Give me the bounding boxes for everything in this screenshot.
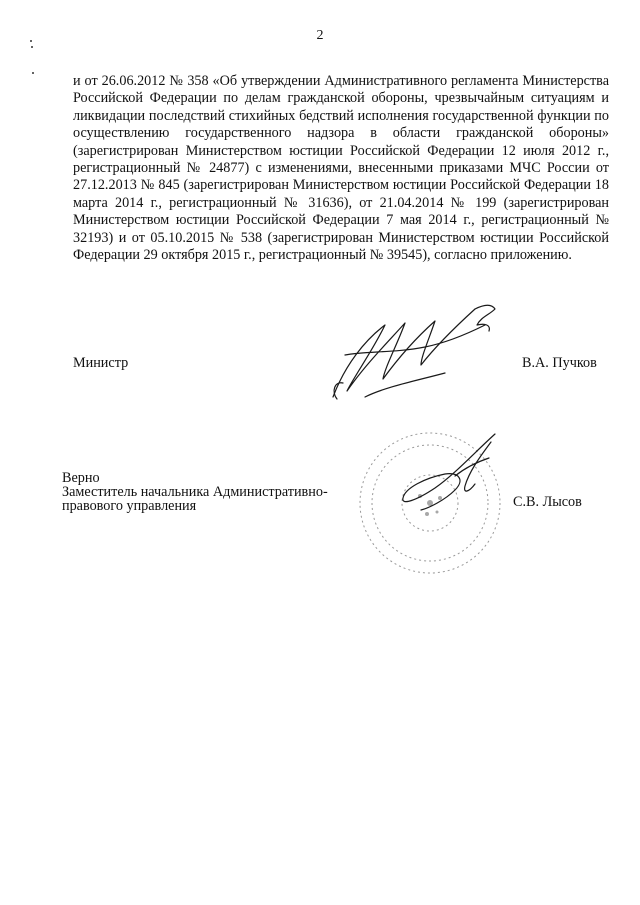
scan-speck xyxy=(31,46,33,48)
deputy-position-line1: Заместитель начальника Административно- xyxy=(62,484,328,500)
minister-name: В.А. Пучков xyxy=(522,355,597,371)
scan-speck xyxy=(30,40,32,42)
body-paragraph: и от 26.06.2012 № 358 «Об утверждении Административного регламента Министерства Российской Федерации по делам гражданской обороны, чрезвычайным ситуациям и ликвидации последствий стихийных бедствий исполнения государственной функции по осуществлению государственного надзора в области гражданской обороны» (зарегистрирован Министерством юстиции Российской Федерации 12 июля 2012 г., регистрационный № 24877) с изменениями, внесенными приказами МЧС России от 27.12.2013 № 845 (зарегистрирован Министерством юстиции Российской Федерации 18 марта 2014 г., регистрационный № 31636), от 21.04.2014 № 199 (зарегистрирован Министерством юстиции Российской Федерации 7 мая 2014 г., регистрационный № 32193) и от 05.10.2015 № 538 (зарегистрирован Министерством юстиции Российской Федерации 29 октября 2015 г., регистрационный № 39545), согласно приложению. xyxy=(73,73,609,264)
deputy-signature-icon xyxy=(395,428,505,518)
minister-title: Министр xyxy=(73,355,129,371)
scan-speck xyxy=(32,72,34,74)
minister-signature-icon xyxy=(325,295,500,405)
deputy-position-line2: правового управления xyxy=(62,498,197,514)
deputy-name: С.В. Лысов xyxy=(513,494,582,510)
verified-label: Верно xyxy=(62,470,100,486)
page-number: 2 xyxy=(316,28,324,43)
verification-block xyxy=(62,471,328,513)
